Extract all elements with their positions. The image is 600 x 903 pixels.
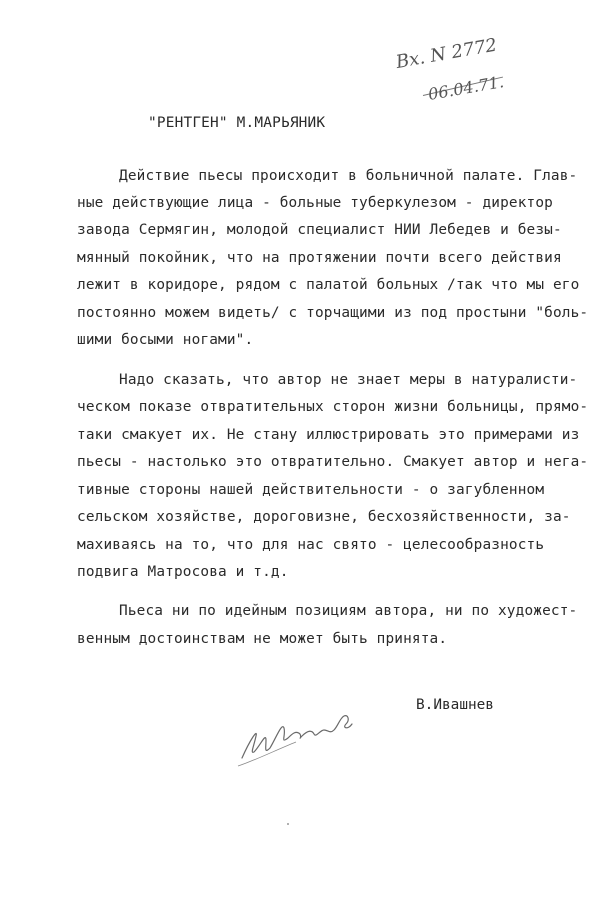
document-title: "РЕНТГЕН" М.МАРЬЯНИК: [148, 115, 326, 131]
paragraph-3-line: Пьеса ни по идейным позициям автора, ни по художест-: [119, 603, 578, 619]
paragraph-1-line: ные действующие лица - больные туберкулезом - директор: [77, 195, 553, 211]
paragraph-2-line: сельском хозяйстве, дороговизне, бесхозяйственности, за-: [77, 509, 571, 525]
paragraph-2-line: тивные стороны нашей действительности - о загубленном: [77, 482, 545, 498]
paragraph-2-line: махиваясь на то, что для нас свято - целесообразность: [77, 537, 545, 553]
paragraph-2-line: Надо сказать, что автор не знает меры в натуралисти-: [119, 372, 578, 388]
signer-name: В.Ивашнев: [416, 697, 494, 713]
paragraph-1-line: Действие пьесы происходит в больничной палате. Глав-: [119, 168, 578, 184]
paragraph-1-line: мянный покойник, что на протяжении почти всего действия: [77, 250, 562, 266]
paragraph-1-line: постоянно можем видеть/ с торчащими из под простыни "боль-: [77, 305, 589, 321]
paragraph-1-line: завода Сермягин, молодой специалист НИИ Лебедев и безы-: [77, 222, 562, 238]
paragraph-2-line: подвига Матросова и т.д.: [77, 564, 289, 580]
paragraph-3-line: венным достоинствам не может быть принята.: [77, 631, 448, 647]
paragraph-2-line: таки смакует их. Не стану иллюстрировать это примерами из: [77, 427, 580, 443]
paragraph-2-line: ческом показе отвратительных сторон жизни больницы, прямо-: [77, 399, 589, 415]
paragraph-1-line: шими босыми ногами".: [77, 332, 254, 348]
registration-date-note: 06.04.71.: [426, 72, 506, 104]
paragraph-2-line: пьесы - настолько это отвратительно. Смакует автор и нега-: [77, 454, 589, 470]
paragraph-1-line: лежит в коридоре, рядом с палатой больных /так что мы его: [77, 277, 580, 293]
handwritten-signature: [236, 700, 376, 770]
registration-number-note: Вх. N 2772: [394, 34, 499, 73]
scan-speck: [287, 823, 289, 825]
